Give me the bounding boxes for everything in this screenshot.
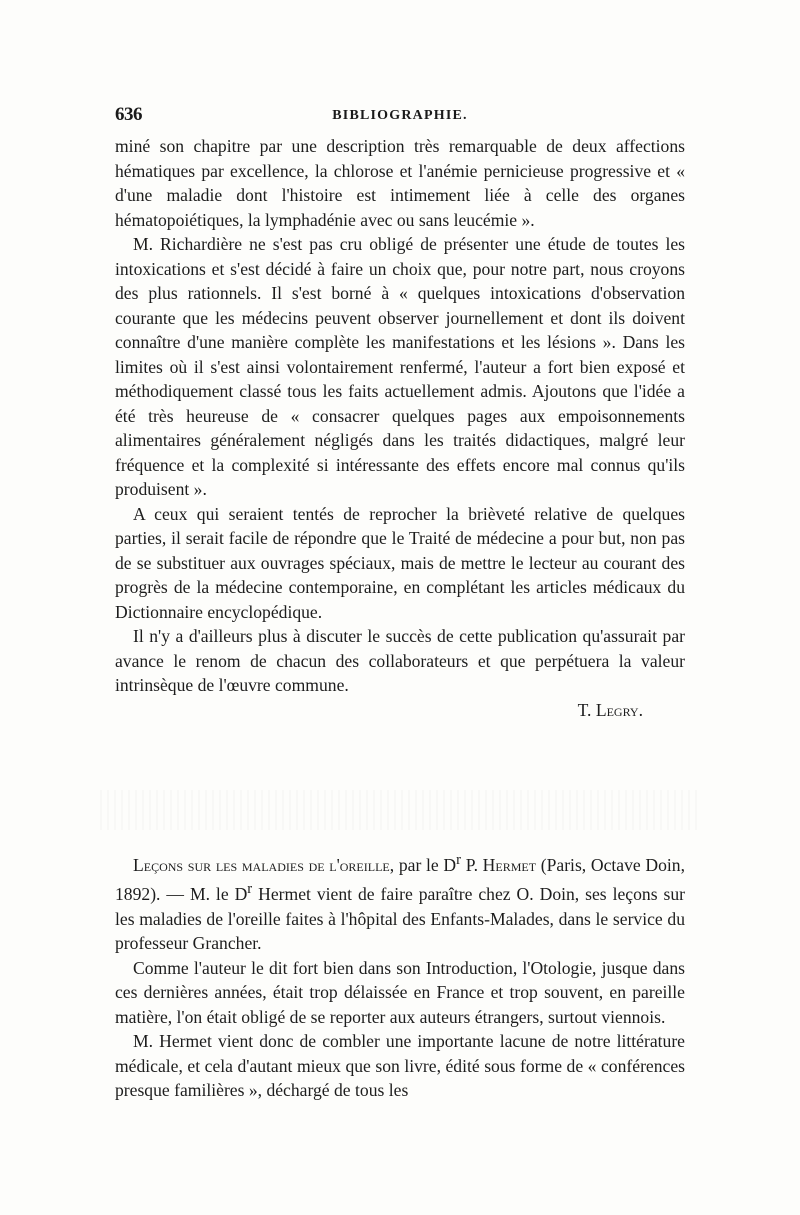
- publication-info: (Paris, Octave Doin, 1892). — M. le D: [115, 854, 685, 905]
- paragraph: Il n'y a d'ailleurs plus à discuter le succès de cette publication qu'assurait par avance le renom de chacun des collaborateurs et que perpétuera la valeur intrinsèque de l'œuvre commune.: [115, 626, 685, 695]
- book-author: P. Hermet: [461, 854, 537, 875]
- paragraph: M. Richardière ne s'est pas cru obligé de présenter une étude de toutes les intoxications et s'est décidé à faire un choix que, pour notre part, nous croyons des plus rationnels. Il s'est borné à « quelques intoxications d'observation courante que les médecins peuvent observer journellement et dont ils doivent connaître d'une manière complète les manifestations et les lésions ». Dans les limites où il s'est ainsi volontairement renfermé, l'auteur a fort bien exposé et méthodiquement classé tous les faits actuellement admis. Ajoutons que l'idée a été très heureuse de « consacrer quelques pages aux empoisonnements alimentaires généralement négligés dans les traités didactiques, malgré leur fréquence et la complexité si intéressante des effets encore mal connus qu'ils produisent ».: [115, 234, 685, 499]
- paragraph-continued: miné son chapitre par une description très remarquable de deux affections hématiques par excellence, la chlorose et l'anémie pernicieuse progressive et « d'une maladie dont l'histoire est intimement liée à celle des organes hématopoiétiques, la lymphadénie avec ou sans leucémie ».: [115, 136, 685, 230]
- print-speckle: [100, 790, 700, 830]
- paragraph: Comme l'auteur le dit fort bien dans son Introduction, l'Otologie, jusque dans ces dernières années, était trop délaissée en France et trop souvent, en pareille matière, l'on était obligé de se reporter aux auteurs étrangers, surtout viennois.: [115, 957, 685, 1027]
- by-sup: r: [456, 852, 462, 868]
- signature-initial: T.: [577, 699, 592, 720]
- page-number: 636: [115, 104, 142, 125]
- section-title: BIBLIOGRAPHIE.: [332, 108, 468, 123]
- review-richardiere: [115, 134, 685, 722]
- paragraph: A ceux qui seraient tentés de reprocher la brièveté relative de quelques parties, il serait facile de répondre que le Traité de médecine a pour but, non pas de se substituer aux ouvrages spéciaux, mais de mettre le lecteur au courant des progrès de la médecine contemporaine, en complétant les articles médicaux du Dictionnaire encyclopédique.: [115, 503, 685, 622]
- intro-text: Hermet vient de faire paraître chez O. Doin, ses leçons sur les maladies de l'oreille faites à l'hôpital des Enfants-Malades, dans le service du professeur Grancher.: [115, 884, 686, 954]
- by-text: par le D: [394, 854, 457, 875]
- book-title: Leçons sur les maladies de l'oreille,: [133, 854, 395, 875]
- pub-sup: r: [247, 881, 253, 898]
- review-heading-paragraph: [115, 848, 685, 956]
- review-hermet: [115, 848, 685, 1103]
- running-head: [115, 104, 685, 128]
- paragraph: M. Hermet vient donc de combler une importante lacune de notre littérature médicale, et cela d'autant mieux que son livre, édité sous forme de « conférences presque familières », déchargé de tous les: [115, 1031, 685, 1101]
- signature: [115, 698, 685, 723]
- signature-name: Legry.: [595, 699, 643, 720]
